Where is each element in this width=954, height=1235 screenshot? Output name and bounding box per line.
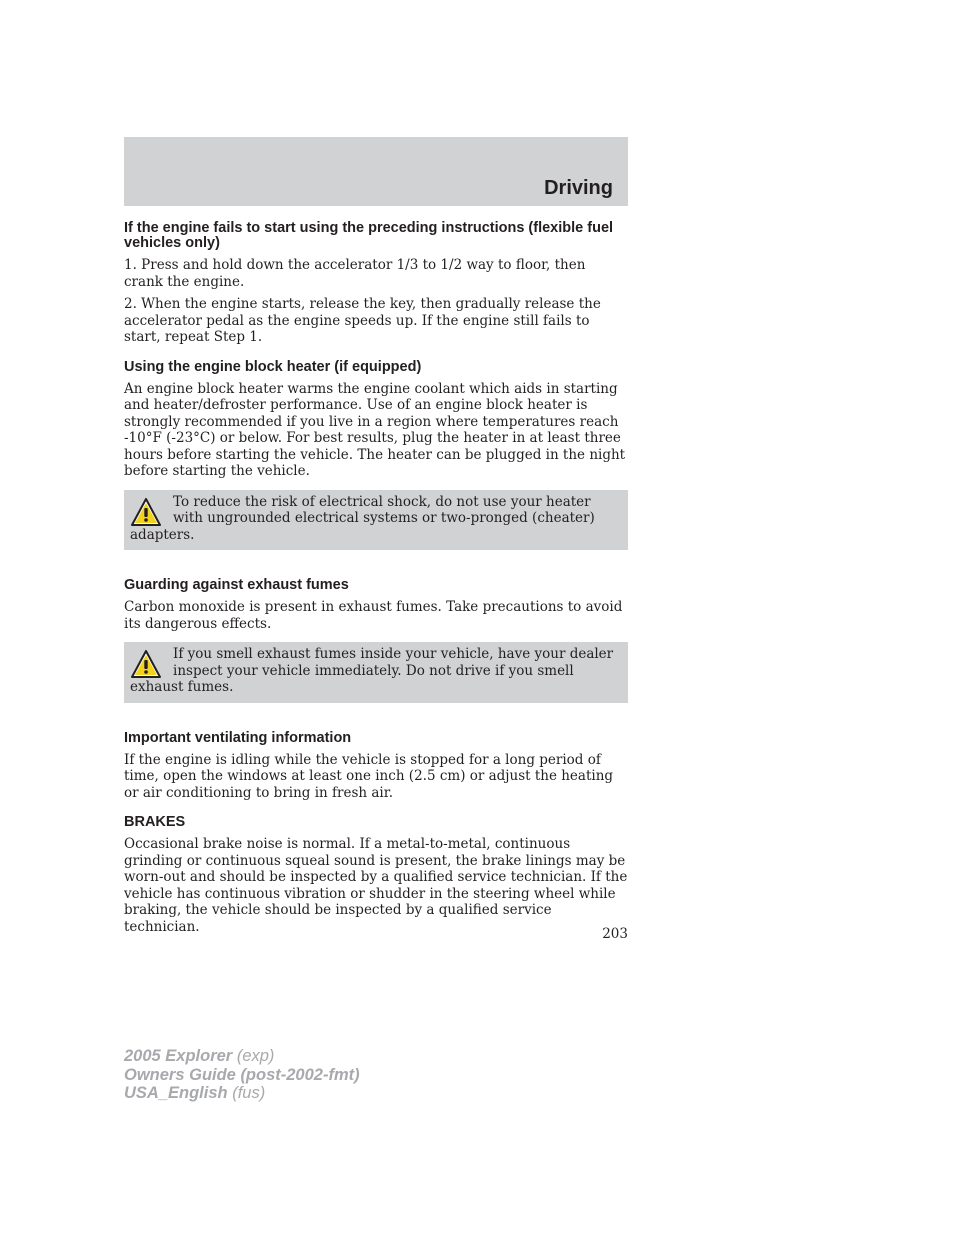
footer-model-code: (exp) bbox=[232, 1047, 275, 1065]
paragraph-brakes: Occasional brake noise is normal. If a metal-to-metal, continuous grinding or continuous squeal sound is present, the brake linings may be worn-out and should be inspected by a qualified service technician. If the vehicle has continuous vibration or shudder in the steering wheel while braking, the vehicle should be inspected by a qualified service technician. bbox=[124, 836, 628, 935]
paragraph-block-heater: An engine block heater warms the engine coolant which aids in starting and heater/defroster performance. Use of an engine block heater is strongly recommended if you live in a region where temperatures reach -10°F (-23°C) or below. For best results, plug the heater in at least three hours before starting the vehicle. The heater can be plugged in the night before starting the vehicle. bbox=[124, 380, 626, 479]
footer-language: USA_English bbox=[124, 1084, 228, 1102]
page-number: 203 bbox=[602, 926, 628, 942]
paragraph-exhaust-fumes: Carbon monoxide is present in exhaust fumes. Take precautions to avoid its dangerous effects. bbox=[124, 599, 623, 632]
section-title: Driving bbox=[544, 177, 613, 199]
footer-language-code: (fus) bbox=[227, 1084, 266, 1102]
heading-block-heater: Using the engine block heater (if equipped) bbox=[124, 358, 422, 375]
footer-model: 2005 Explorer bbox=[124, 1047, 233, 1065]
paragraph-ventilating: If the engine is idling while the vehicle is stopped for a long period of time, open the windows at least one inch (2.5 cm) or adjust the heating or air conditioning to bring in fresh air. bbox=[124, 751, 614, 801]
warning-triangle-icon bbox=[130, 497, 162, 527]
warning-box-exhaust-fumes bbox=[124, 642, 628, 703]
warning-text-exhaust-fumes: If you smell exhaust fumes inside your vehicle, have your dealer inspect your vehicle immediately. Do not drive if you smell exhaust fumes. bbox=[130, 646, 614, 695]
paragraph-step-1: 1. Press and hold down the accelerator 1/3 to 1/2 way to floor, then crank the engine. bbox=[124, 257, 586, 290]
footer-line-language bbox=[124, 1084, 360, 1103]
warning-triangle-icon bbox=[130, 649, 162, 679]
page-content bbox=[124, 221, 628, 941]
heading-brakes: BRAKES bbox=[124, 814, 186, 830]
document-footer bbox=[124, 1047, 360, 1103]
warning-text-electrical-shock: To reduce the risk of electrical shock, do not use your heater with ungrounded electrical systems or two-pronged (cheater) adapters. bbox=[130, 493, 595, 543]
section-header-band bbox=[124, 137, 628, 206]
warning-box-electrical-shock bbox=[124, 490, 628, 551]
footer-guide: Owners Guide (post-2002-fmt) bbox=[124, 1065, 360, 1084]
heading-flex-fuel-start: If the engine fails to start using the preceding instructions (flexible fuel vehicles only) bbox=[124, 220, 614, 251]
paragraph-step-2: 2. When the engine starts, release the key, then gradually release the accelerator pedal as the engine speeds up. If the engine still fails to start, repeat Step 1. bbox=[124, 296, 601, 345]
heading-ventilating: Important ventilating information bbox=[124, 729, 352, 746]
heading-exhaust-fumes: Guarding against exhaust fumes bbox=[124, 577, 349, 593]
footer-line-guide bbox=[124, 1066, 360, 1085]
footer-line-model bbox=[124, 1047, 360, 1066]
